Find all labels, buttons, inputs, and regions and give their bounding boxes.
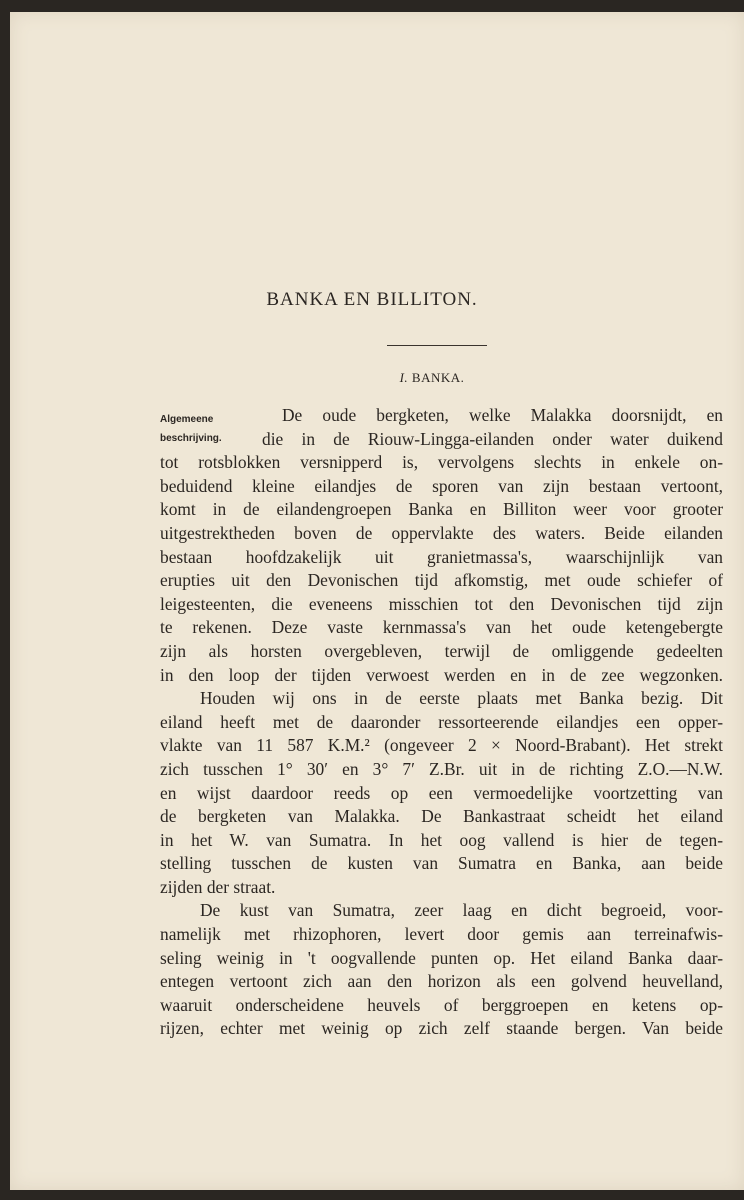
text-line: leigesteenten, die eveneens misschien tot den Devonischen tijd zijn [160,593,723,614]
margin-note-line-1: Algemeene [160,414,214,425]
margin-note-line-2: beschrijving. [160,433,222,444]
section-heading [0,370,744,386]
text-line: eiland heeft met de daaronder ressorteerende eilandjes een opper- [160,711,723,732]
text-line: seling weinig in 't oogvallende punten op. Het eiland Banka daar- [160,947,723,968]
text-line: stelling tusschen de kusten van Sumatra en Banka, aan beide [160,853,723,874]
title-divider [387,345,487,346]
text-line: Houden wij ons in de eerste plaats met Banka bezig. Dit [200,688,723,709]
text-line: waaruit onderscheidene heuvels of berggroepen en ketens op- [160,994,723,1015]
text-line: in het W. van Sumatra. In het oog vallend is hier de tegen- [160,829,723,850]
text-line: komt in de eilandengroepen Banka en Billiton weer voor grooter [160,499,723,520]
text-line: namelijk met rhizophoren, levert door gemis aan terreinafwis- [160,924,723,945]
text-line: erupties uit den Devonischen tijd afkomstig, met oude schiefer of [160,570,723,591]
text-line: bestaan hoofdzakelijk uit granietmassa's, waarschijnlijk van [160,546,723,567]
text-line: tot rotsblokken versnipperd is, vervolgens slechts in enkele on- [160,452,723,473]
text-line: zijn als horsten overgebleven, terwijl de omliggende gedeelten [160,640,723,661]
section-name: BANKA. [411,370,465,385]
text-line: vlakte van 11 587 K.M.² (ongeveer 2 × Noord-Brabant). Het strekt [160,735,723,756]
text-line: in den loop der tijden verwoest werden en in de zee wegzonken. [160,664,723,685]
text-line: die in de Riouw-Lingga-eilanden onder water duikend [262,428,723,449]
text-line: zijden der straat. [160,876,276,897]
text-line: rijzen, echter met weinig op zich zelf staande bergen. Van beide [160,1018,723,1039]
text-line: beduidend kleine eilandjes de sporen van zijn bestaan vertoont, [160,475,723,496]
section-number: I. [399,370,409,385]
body-text [160,404,723,1041]
text-line: De oude bergketen, welke Malakka doorsnijdt, en [282,405,723,425]
text-line: en wijst daardoor reeds op een vermoedelijke voortzetting van [160,782,723,803]
text-line: uitgestrektheden boven de oppervlakte des waters. Beide eilanden [160,522,723,543]
text-line: entegen vertoont zich aan den horizon als een golvend heuvelland, [160,971,723,992]
text-line: te rekenen. Deze vaste kernmassa's van het oude ketengebergte [160,617,723,638]
text-line: De kust van Sumatra, zeer laag en dicht begroeid, voor- [200,900,723,921]
text-line: zich tusschen 1° 30′ en 3° 7′ Z.Br. uit in de richting Z.O.—N.W. [160,758,723,779]
text-line: de bergketen van Malakka. De Bankastraat scheidt het eiland [160,806,723,827]
chapter-title: BANKA EN BILLITON. [266,289,478,310]
